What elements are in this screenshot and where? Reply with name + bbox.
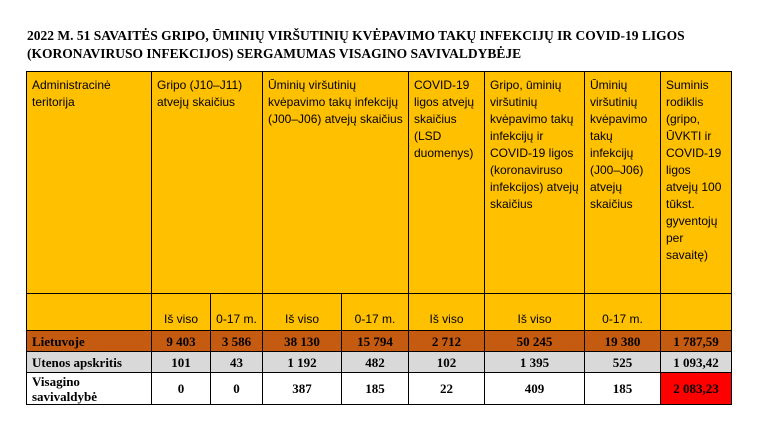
table-row-utena <box>27 352 732 373</box>
table-cell: 1 093,42 <box>661 352 732 373</box>
table-cell: 482 <box>342 352 409 373</box>
table-row-lithuania <box>27 331 732 352</box>
table-cell: 1 787,59 <box>661 331 732 352</box>
table-cell: 19 380 <box>585 331 661 352</box>
table-cell: 1 192 <box>263 352 342 373</box>
header-combined: Gripo, ūminių viršutinių kvėpavimo takų infekcijų ir COVID-19 ligos (koronaviruso infekcijos) atvejų skaičius <box>485 72 585 294</box>
table-cell-highlighted: 2 083,23 <box>661 373 732 405</box>
header-rate: Suminis rodiklis (gripo, ŪVKTI ir COVID-19 ligos atvejų 100 tūkst. gyventojų per savaitę) <box>661 72 732 294</box>
table-cell: 3 586 <box>211 331 263 352</box>
table-cell: 2 712 <box>409 331 485 352</box>
table-cell: 1 395 <box>485 352 585 373</box>
row-label: Utenos apskritis <box>27 352 152 373</box>
table-cell: 409 <box>485 373 585 405</box>
header-flu: Gripo (J10–J11) atvejų skaičius <box>152 72 263 294</box>
subheader-cell: 0-17 m. <box>342 294 409 331</box>
table-cell: 0 <box>211 373 263 405</box>
table-cell: 15 794 <box>342 331 409 352</box>
table-cell: 101 <box>152 352 211 373</box>
subheader-cell: 0-17 m. <box>585 294 661 331</box>
table-cell: 387 <box>263 373 342 405</box>
subheader-empty <box>27 294 152 331</box>
table-cell: 525 <box>585 352 661 373</box>
subheader-row <box>27 294 732 331</box>
table-cell: 102 <box>409 352 485 373</box>
header-covid: COVID-19 ligos atvejų skaičius (LSD duomenys) <box>409 72 485 294</box>
table-cell: 43 <box>211 352 263 373</box>
incidence-table <box>26 71 732 405</box>
subheader-cell: 0-17 m. <box>211 294 263 331</box>
header-territory: Administracinė teritorija <box>27 72 152 294</box>
header-ari-children: Ūminių viršutinių kvėpavimo takų infekcijų (J00–J06) atvejų skaičius <box>585 72 661 294</box>
table-cell: 22 <box>409 373 485 405</box>
table-cell: 185 <box>585 373 661 405</box>
subheader-empty <box>661 294 732 331</box>
table-cell: 9 403 <box>152 331 211 352</box>
header-row <box>27 72 732 294</box>
subheader-cell: Iš viso <box>263 294 342 331</box>
subheader-cell: Iš viso <box>409 294 485 331</box>
table-cell: 185 <box>342 373 409 405</box>
header-ari: Ūminių viršutinių kvėpavimo takų infekcijų (J00–J06) atvejų skaičius <box>263 72 409 294</box>
table-cell: 38 130 <box>263 331 342 352</box>
subheader-cell: Iš viso <box>485 294 585 331</box>
row-label: Lietuvoje <box>27 331 152 352</box>
row-label: Visagino savivaldybė <box>27 373 152 405</box>
table-cell: 0 <box>152 373 211 405</box>
table-row-visaginas <box>27 373 732 405</box>
table-cell: 50 245 <box>485 331 585 352</box>
subheader-cell: Iš viso <box>152 294 211 331</box>
page-title: 2022 M. 51 SAVAITĖS GRIPO, ŪMINIŲ VIRŠUTINIŲ KVĖPAVIMO TAKŲ INFEKCIJŲ IR COVID-19 LIGOS (KORONAVIRUSO INFEKCIJOS) SERGAMUMAS VISAGINO SAVIVALDYBĖJE <box>27 28 685 61</box>
